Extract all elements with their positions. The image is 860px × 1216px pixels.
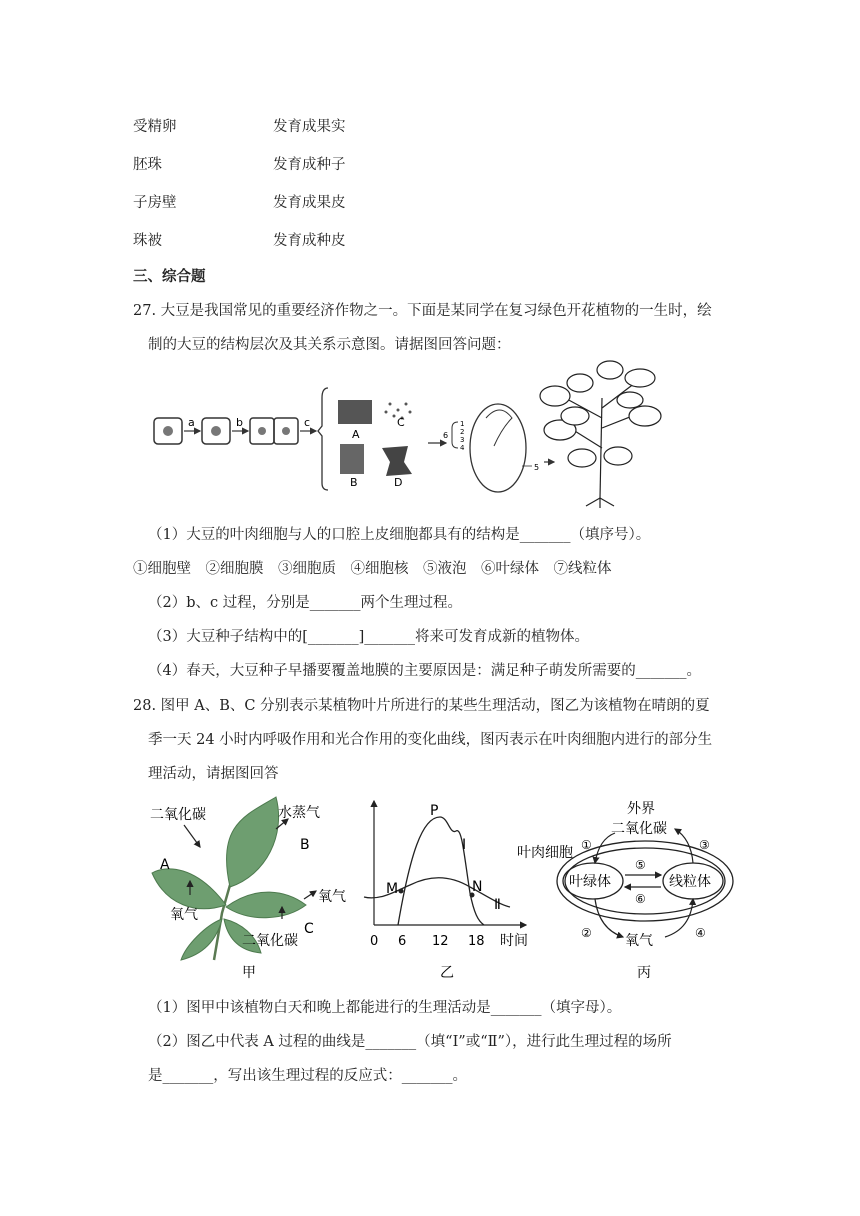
- q28-sub1: （1）图甲中该植物白天和晚上都能进行的生理活动是_______（填字母）。: [148, 1000, 622, 1016]
- match-row: [133, 191, 346, 212]
- match-right: 发育成种子: [273, 157, 346, 173]
- label-C: C: [397, 416, 405, 429]
- yi-tick-0: 0: [370, 934, 379, 949]
- jia-h2o: 水蒸气: [278, 805, 320, 821]
- jia-o2-right: 氧气: [318, 889, 346, 905]
- figure-yi: [360, 795, 540, 985]
- q27-sub4: （4）春天，大豆种子早播要覆盖地膜的主要原因是：满足种子萌发所需要的_______。: [148, 663, 701, 679]
- label-D: D: [394, 476, 403, 489]
- label-B: B: [350, 476, 358, 489]
- q27-options: ①细胞壁 ②细胞膜 ③细胞质 ④细胞核 ⑤液泡 ⑥叶绿体 ⑦线粒体: [133, 561, 612, 577]
- jia-A: A: [160, 857, 170, 873]
- label-2: 2: [460, 428, 465, 436]
- q27-sub2: （2）b、c 过程，分别是_______两个生理过程。: [148, 595, 462, 611]
- yi-P: P: [430, 803, 439, 819]
- jia-co2-top: 二氧化碳: [150, 807, 206, 823]
- yi-N: N: [472, 879, 483, 895]
- q28-stem-line3: 理活动，请据图回答: [148, 766, 279, 782]
- match-row: [133, 153, 346, 174]
- q27-sub1: （1）大豆的叶肉细胞与人的口腔上皮细胞都具有的结构是_______（填序号）。: [148, 527, 651, 543]
- bing-o2: 氧气: [625, 933, 653, 949]
- q27-figure: [150, 358, 670, 508]
- bing-co2: 二氧化碳: [611, 821, 667, 837]
- match-right: 发育成果皮: [273, 195, 346, 211]
- match-right: 发育成果实: [273, 119, 346, 135]
- q27-sub3: （3）大豆种子结构中的[_______]_______将来可发育成新的植物体。: [148, 629, 590, 645]
- yi-caption: 乙: [440, 965, 454, 981]
- yi-M: M: [386, 881, 399, 897]
- bing-n2: ②: [581, 926, 592, 940]
- label-1: 1: [460, 420, 465, 428]
- label-A: A: [352, 428, 360, 441]
- match-left: 受精卵: [133, 119, 177, 135]
- figure-bing: [515, 795, 740, 985]
- yi-tick-18: 18: [468, 934, 485, 949]
- match-right: 发育成种皮: [273, 233, 346, 249]
- yi-tick-12: 12: [432, 934, 449, 949]
- match-row: [133, 115, 346, 136]
- bing-caption: 丙: [637, 965, 651, 981]
- bing-chloro: 叶绿体: [569, 874, 611, 890]
- yi-tick-6: 6: [398, 934, 407, 949]
- q28-sub2a: （2）图乙中代表 A 过程的曲线是_______（填“Ⅰ”或“Ⅱ”），进行此生理过程的场所: [148, 1034, 672, 1050]
- jia-o2-left: 氧气: [170, 907, 198, 923]
- bing-n3: ③: [699, 838, 710, 852]
- label-3: 3: [460, 436, 465, 444]
- label-6: 6: [443, 431, 449, 440]
- figure-jia: [146, 795, 346, 985]
- label-b: b: [236, 416, 243, 429]
- match-row: [133, 229, 346, 250]
- q28-stem-line1: 28. 图甲 A、B、C 分别表示某植物叶片所进行的某些生理活动，图乙为该植物在晴朗的夏: [133, 698, 710, 714]
- bing-mito: 线粒体: [669, 874, 711, 890]
- match-left: 子房壁: [133, 195, 177, 211]
- q28-sub2b: 是_______，写出该生理过程的反应式：_______。: [148, 1068, 467, 1084]
- yi-I: I: [462, 837, 467, 853]
- yi-II: Ⅱ: [494, 897, 501, 913]
- q27-stem-line1: 27. 大豆是我国常见的重要经济作物之一。下面是某同学在复习绿色开花植物的一生时，绘: [133, 303, 712, 319]
- bing-n1: ①: [581, 838, 592, 852]
- match-left: 珠被: [133, 233, 162, 249]
- jia-C: C: [304, 921, 314, 937]
- q28-stem-line2: 季一天 24 小时内呼吸作用和光合作用的变化曲线，图丙表示在叶肉细胞内进行的部分生: [148, 732, 713, 748]
- jia-B: B: [300, 837, 310, 853]
- bing-n6: ⑥: [635, 892, 646, 906]
- match-left: 胚珠: [133, 157, 162, 173]
- label-4: 4: [460, 444, 465, 452]
- label-5: 5: [534, 463, 540, 472]
- bing-n4: ④: [695, 926, 706, 940]
- jia-co2-bottom: 二氧化碳: [242, 933, 298, 949]
- bing-cell: 叶肉细胞: [517, 845, 573, 861]
- bing-outside: 外界: [627, 801, 655, 817]
- q27-stem-line2: 制的大豆的结构层次及其关系示意图。请据图回答问题：: [148, 337, 511, 353]
- section-title: 三、综合题: [133, 268, 206, 285]
- yi-xlabel: 时间: [500, 933, 528, 949]
- label-a: a: [188, 416, 195, 429]
- label-c: c: [304, 416, 311, 429]
- bing-n5: ⑤: [635, 858, 646, 872]
- jia-caption: 甲: [242, 965, 256, 981]
